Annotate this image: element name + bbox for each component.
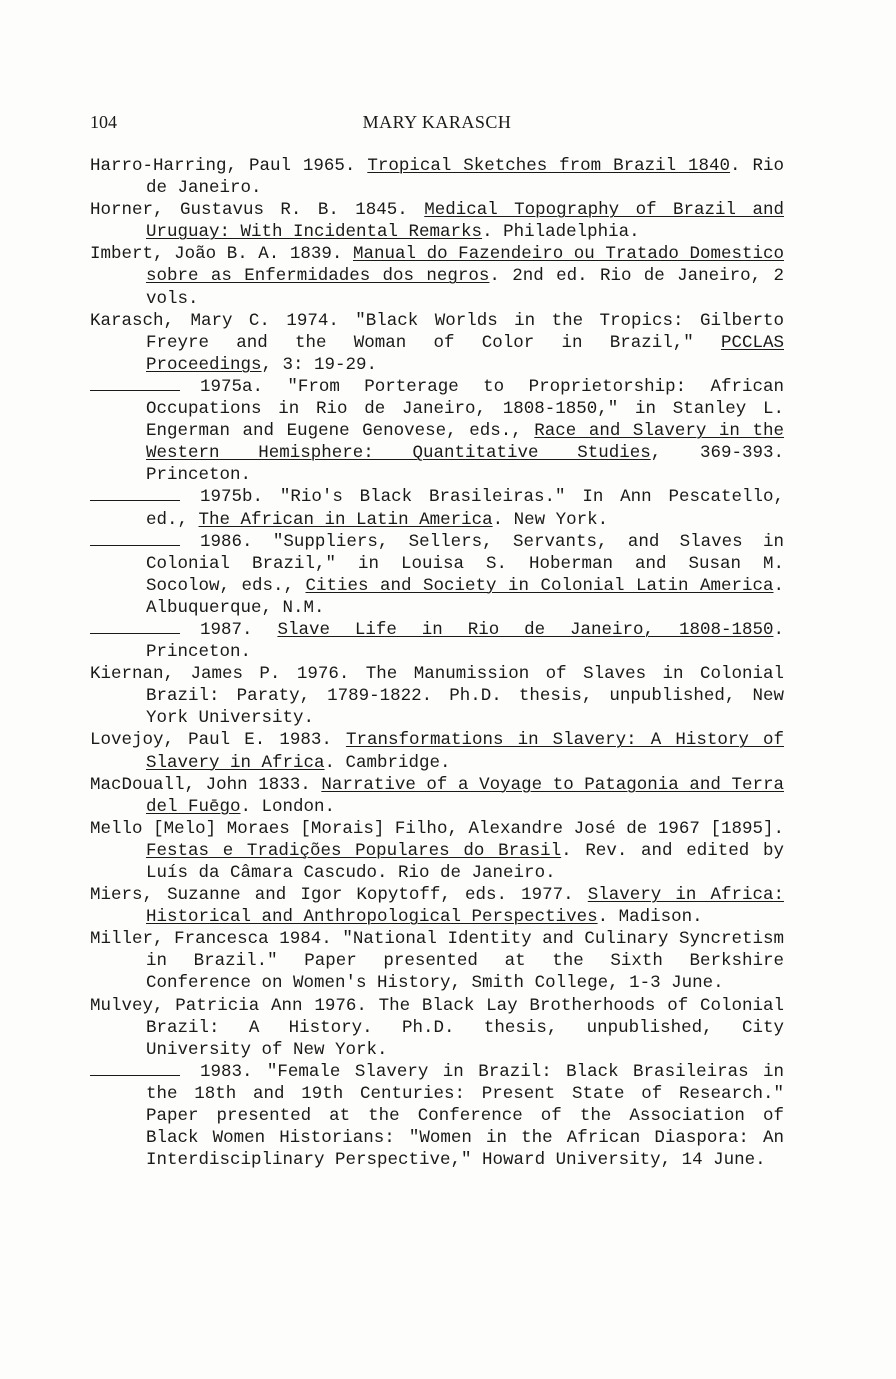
entry-details: 1975a. "From Porterage to Proprietorship: African Occupations in Rio de Janeiro, 1808-1850," in Stanley L. Engerman and Eugene Genovese, eds., [146, 376, 784, 442]
entry-publication: . Madison. [597, 907, 703, 928]
entry-title: Manual do Fazendeiro ou Tratado Domestico sobre as Enfermidades dos negros [146, 244, 784, 287]
entry-details: 1987. [200, 619, 253, 640]
bibliography-entry [90, 486, 784, 530]
entry-publication: . Rio de Janeiro. [146, 156, 784, 199]
entry-title: Slave Life in Rio de Janeiro, 1808-1850 [277, 619, 774, 640]
entry-publication: . Albuquerque, N.M. [146, 575, 784, 618]
entry-publication: . Princeton. [146, 619, 784, 663]
entry-title: PCCLAS Proceedings [146, 332, 784, 375]
entry-author: Lovejoy, Paul E. [90, 730, 266, 751]
repeat-author-rule [90, 533, 180, 546]
entry-details: de 1967 [1895]. [626, 818, 784, 839]
entry-details: 1965. [302, 156, 356, 176]
entry-title: Slavery in Africa: Historical and Anthropological Perspectives [146, 885, 784, 928]
page-number: 104 [90, 112, 117, 132]
entry-details: 1839. [289, 244, 343, 265]
entry-title: Narrative of a Voyage to Patagonia and Terra del Fuēgo [146, 774, 784, 817]
bibliography-entry [90, 1061, 784, 1171]
entry-title: Festas e Tradições Populares do Brasil [146, 840, 562, 861]
entry-author: MacDouall, John [90, 774, 248, 795]
entry-details: 1833. [258, 774, 311, 795]
entry-details: 1974. "Black Worlds in the Tropics: Gilberto Freyre and the Woman of Color in Brazil," [146, 310, 784, 353]
entry-author: Imbert, João B. A. [90, 244, 280, 265]
entry-details: 1976. The Black Lay Brotherhoods of Colonial Brazil: A History. Ph.D. thesis, unpublished, City University of New York. [146, 995, 784, 1060]
entry-title: The African in Latin America [198, 509, 493, 530]
bibliography-entry [90, 155, 784, 199]
running-title: MARY KARASCH [362, 112, 512, 132]
entry-author: Horner, Gustavus R. B. [90, 200, 339, 221]
entry-title: Cities and Society in Colonial Latin America [305, 575, 774, 596]
entry-title: Transformations in Slavery: A History of Slavery in Africa [146, 730, 784, 773]
repeat-author-rule [90, 488, 180, 501]
bibliography-entry [90, 884, 784, 928]
bibliography-entry [90, 774, 784, 818]
entry-publication: . New York. [492, 509, 609, 530]
running-head [90, 112, 784, 136]
entry-details: 1975b. "Rio's Black Brasileiras." In Ann Pescatello, ed., [146, 487, 784, 530]
entry-publication: . 2nd ed. Rio de Janeiro, 2 vols. [146, 266, 785, 309]
bibliography-entry [90, 310, 784, 376]
bibliography-entry [90, 619, 784, 663]
entry-details: 1977. [521, 885, 574, 906]
entry-author: Harro-Harring, Paul [90, 156, 291, 176]
entry-details: 1984. "National Identity and Culinary Syncretism in Brazil." Paper presented at the Sixth Berkshire Conference on Women's History, Smith College, 1-3 June. [146, 929, 784, 994]
bibliography-entry [90, 243, 784, 309]
entry-publication: , 3: 19-29. [261, 354, 378, 375]
bibliography-entry [90, 663, 784, 729]
bibliography-entry [90, 729, 784, 773]
entry-publication: . Rev. and edited by Luís da Câmara Cascudo. Rio de Janeiro. [146, 840, 784, 883]
entry-details: 1986. "Suppliers, Sellers, Servants, and Slaves in Colonial Brazil," in Louisa S. Hoberman and Susan M. Socolow, eds., [146, 531, 784, 596]
bibliography-list [90, 155, 784, 1171]
repeat-author-rule [90, 1063, 180, 1076]
entry-author: Miers, Suzanne and Igor Kopytoff, eds. [90, 885, 508, 906]
entry-publication: . Philadelphia. [482, 222, 640, 243]
entry-details: 1983. "Female Slavery in Brazil: Black Brasileiras in the 18th and 19th Centuries: Present State of Research." Paper presented at the Conference of the Association of Black Women Historians: "Women in the African Diaspora: An Interdisciplinary Perspective," Howard University, 14 June. [146, 1061, 784, 1171]
entry-details: 1983. [279, 730, 332, 751]
repeat-author-rule [90, 378, 180, 391]
entry-publication: , 369-393. Princeton. [146, 443, 784, 486]
repeat-author-rule [90, 621, 180, 634]
bibliography-entry [90, 818, 784, 884]
entry-author: Kiernan, James P. [90, 664, 281, 685]
bibliography-entry [90, 531, 784, 619]
entry-details: 1845. [355, 200, 408, 221]
entry-author: Mello [Melo] Moraes [Morais] Filho, Alexandre José [90, 818, 616, 839]
entry-title: Tropical Sketches from Brazil 1840 [367, 156, 731, 176]
entry-details: 1976. The Manumission of Slaves in Colonial Brazil: Paraty, 1789-1822. Ph.D. thesis, unpublished, New York University. [146, 664, 784, 729]
bibliography-entry [90, 995, 784, 1061]
entry-publication: . Cambridge. [324, 752, 451, 773]
entry-title: Medical Topography of Brazil and Uruguay: With Incidental Remarks [146, 200, 784, 243]
entry-author: Miller, Francesca [90, 929, 269, 950]
bibliography-entry [90, 376, 784, 486]
entry-author: Mulvey, Patricia Ann [90, 995, 303, 1016]
entry-title: Race and Slavery in the Western Hemisphere: Quantitative Studies [146, 421, 784, 464]
entry-publication: . London. [240, 796, 336, 817]
bibliography-entry [90, 199, 784, 243]
bibliography-entry [90, 928, 784, 994]
entry-author: Karasch, Mary C. [90, 310, 270, 331]
